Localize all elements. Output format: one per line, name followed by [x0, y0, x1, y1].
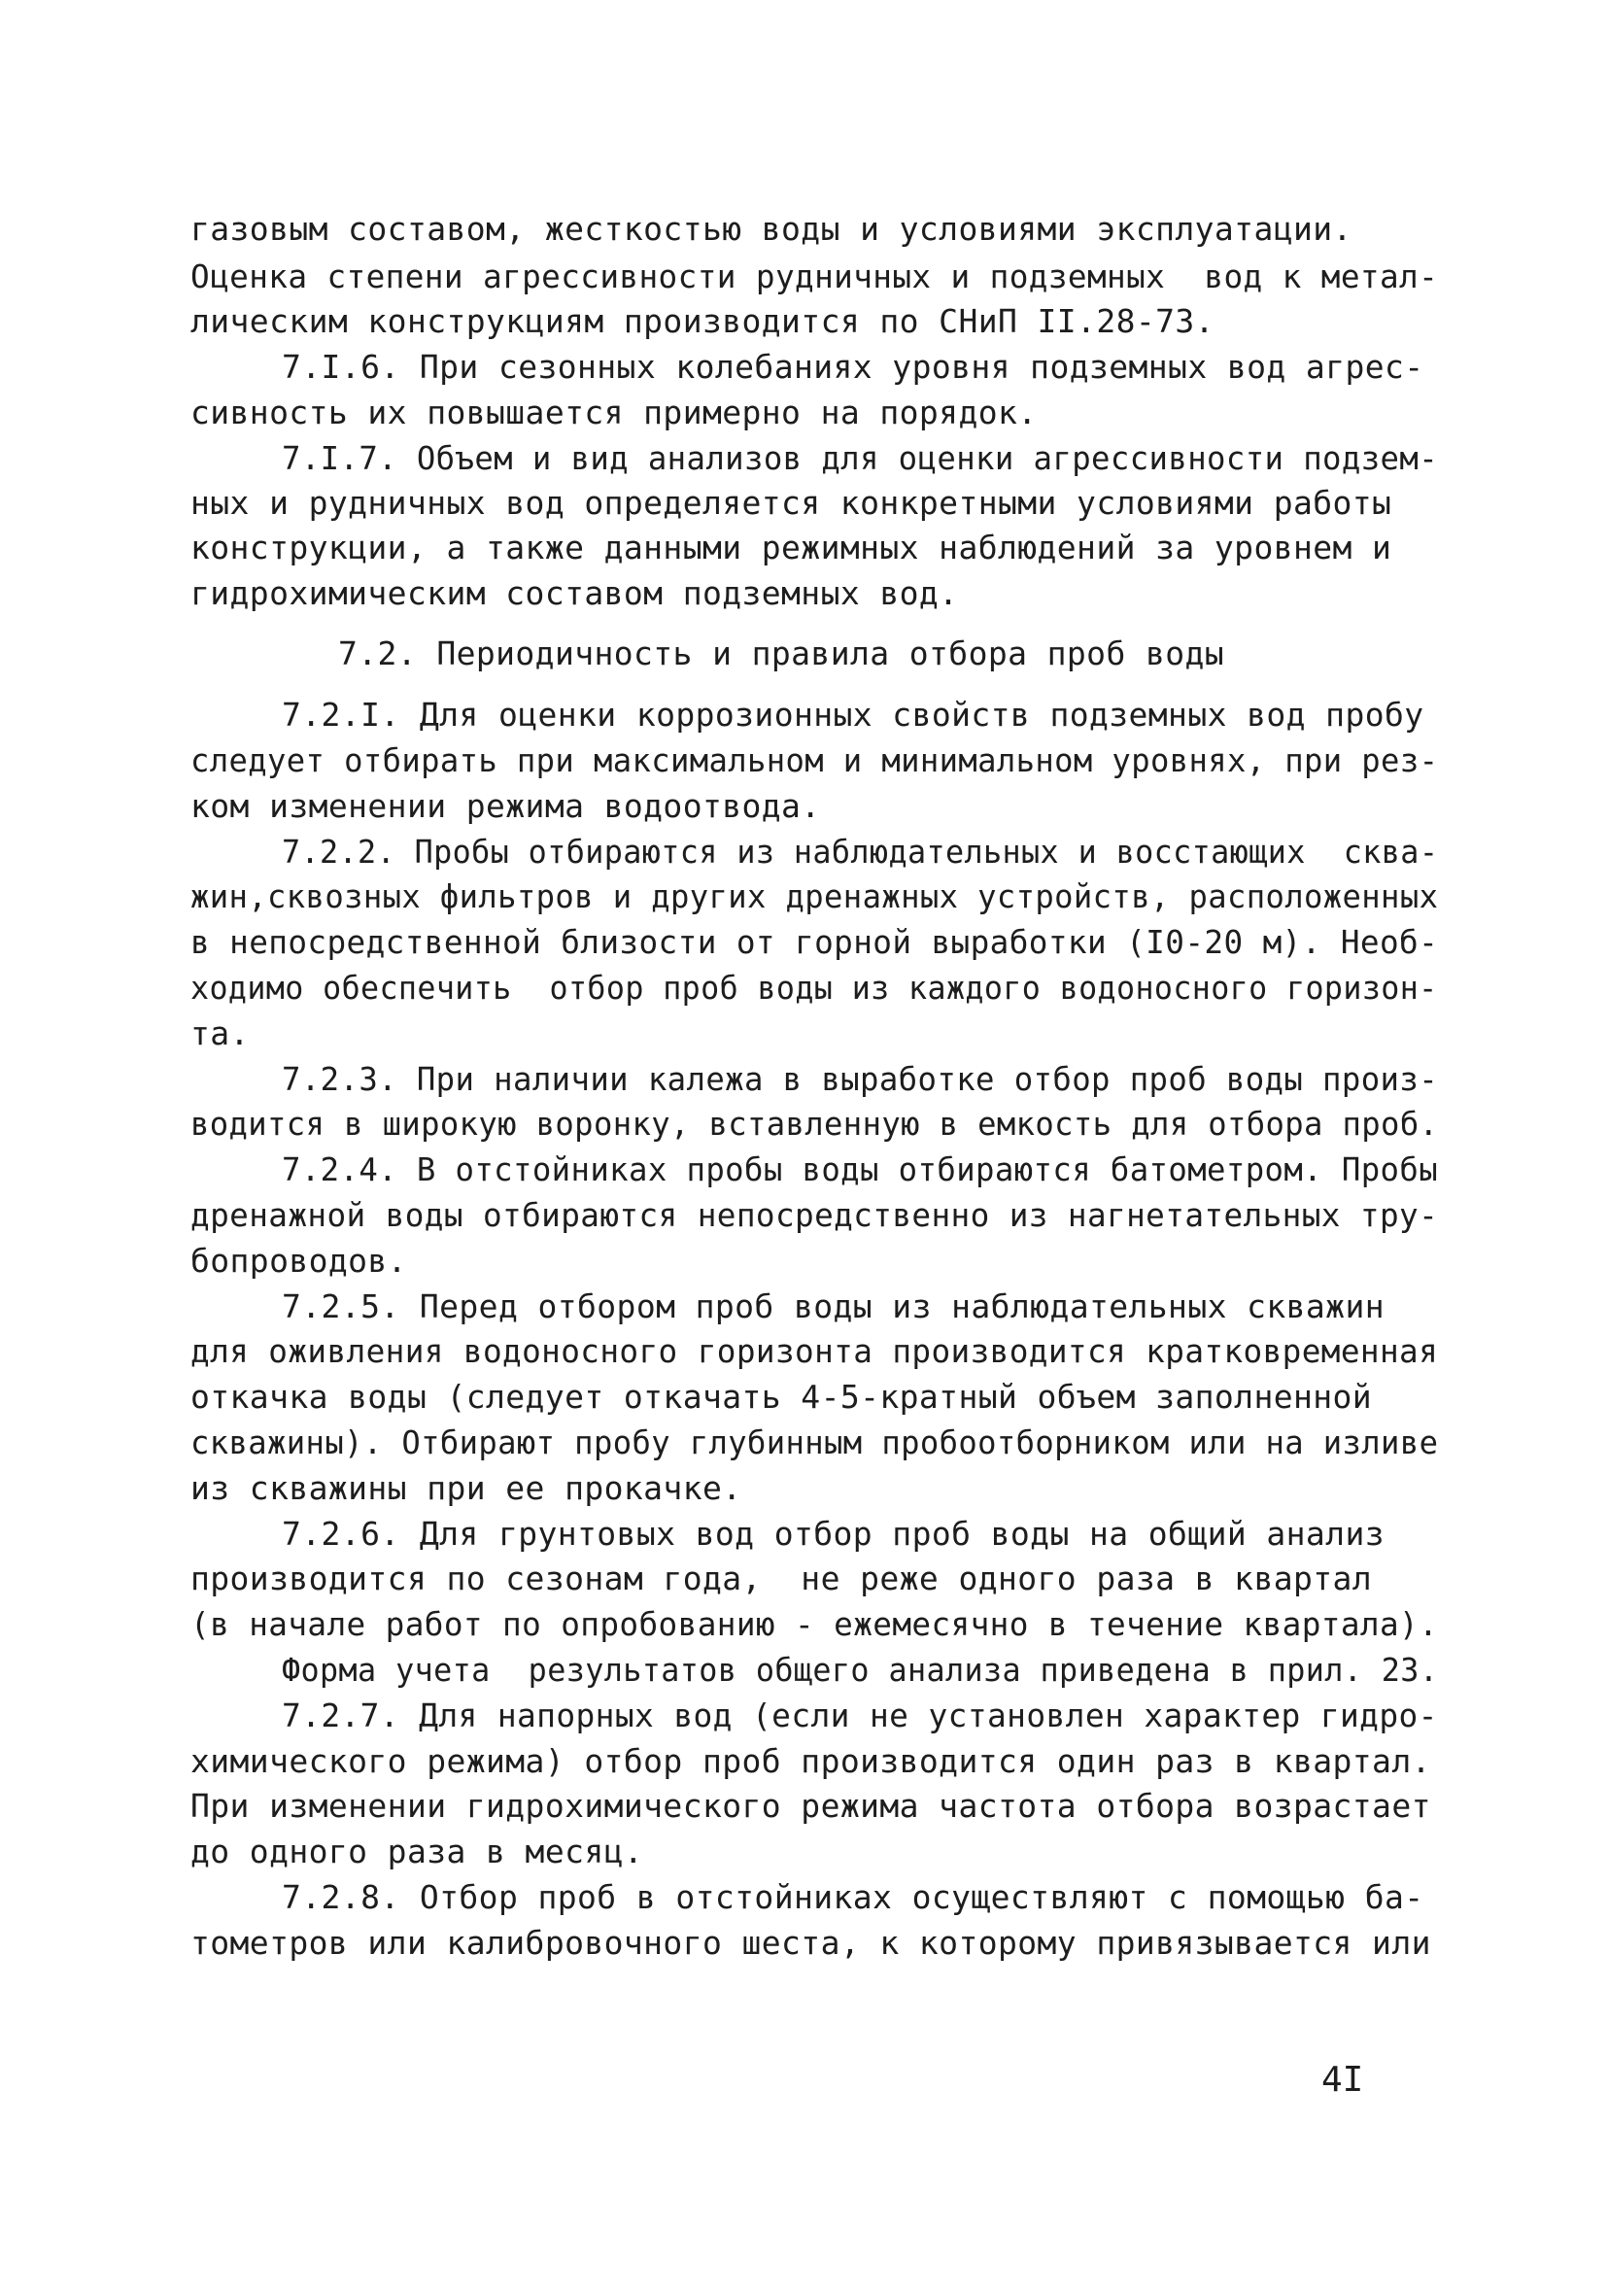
text-line: конструкции, а также данными режимных наблюдений за уровнем и	[190, 529, 1392, 566]
text-line: 7.2.7. Для напорных вод (если не установлен характер гидро-	[282, 1696, 1438, 1734]
section-heading: 7.2. Периодичность и правила отбора проб воды	[338, 634, 1225, 672]
text-line: (в начале работ по опробованию - ежемесячно в течение квартала).	[190, 1605, 1439, 1643]
text-line: ходимо обеспечить отбор проб воды из каждого водоносного горизон-	[190, 969, 1438, 1007]
text-line: водится в широкую воронку, вставленную в емкость для отбора проб.	[190, 1105, 1439, 1143]
text-line: ных и рудничных вод определяется конкретными условиями работы	[190, 484, 1392, 522]
text-line: химического режима) отбор проб производится один раз в квартал.	[190, 1742, 1431, 1780]
text-line: 7.2.2. Пробы отбираются из наблюдательных и восстающих сква-	[282, 833, 1439, 871]
text-line: 7.2.8. Отбор проб в отстойниках осуществляют с помощью ба-	[282, 1878, 1424, 1916]
text-line: откачка воды (следует откачать 4-5-кратный объем заполненной	[190, 1378, 1373, 1416]
text-line: дренажной воды отбираются непосредственно из нагнетательных тру-	[190, 1196, 1439, 1234]
text-line: лическим конструкциям производится по СНиП II.28-73.	[190, 302, 1215, 340]
text-line: следует отбирать при максимальном и минимальном уровнях, при рез-	[190, 741, 1439, 779]
text-line: производится по сезонам года, не реже одного раза в квартал	[190, 1559, 1373, 1597]
text-line: в непосредственной близости от горной выработки (I0-20 м). Необ-	[190, 923, 1439, 961]
text-line: гидрохимическим составом подземных вод.	[190, 574, 959, 612]
text-line: Оценка степени агрессивности рудничных и подземных вод к метал-	[190, 257, 1439, 295]
text-line: до одного раза в месяц.	[190, 1833, 644, 1870]
text-line: та.	[190, 1014, 250, 1052]
text-line: тометров или калибровочного шеста, к которому привязывается или	[190, 1924, 1431, 1962]
text-line: 7.2.6. Для грунтовых вод отбор проб воды на общий анализ	[282, 1515, 1385, 1553]
text-line: 7.2.5. Перед отбором проб воды из наблюдательных скважин	[282, 1287, 1385, 1325]
text-line: бопроводов.	[190, 1242, 407, 1280]
text-line: 7.2.I. Для оценки коррозионных свойств подземных вод пробу	[282, 696, 1424, 734]
text-line: 7.I.6. При сезонных колебаниях уровня подземных вод агрес-	[282, 348, 1424, 386]
page-number: 4I	[1321, 2060, 1364, 2100]
text-line: для оживления водоносного горизонта производится кратковременная	[190, 1332, 1439, 1370]
text-line: газовым составом, жесткостью воды и условиями эксплуатации.	[190, 210, 1352, 248]
text-line: из скважины при ее прокачке.	[190, 1469, 742, 1507]
text-line: ком изменении режима водоотвода.	[190, 787, 821, 825]
text-line: 7.2.3. При наличии калежа в выработке отбор проб воды произ-	[282, 1060, 1439, 1098]
text-line: жин,сквозных фильтров и других дренажных устройств, расположенных	[190, 877, 1439, 915]
text-line: скважины). Отбирают пробу глубинным пробоотборником или на изливе	[190, 1423, 1439, 1461]
text-line: При изменении гидрохимического режима частота отбора возрастает	[190, 1787, 1431, 1825]
text-line: 7.I.7. Объем и вид анализов для оценки агрессивности подзем-	[282, 439, 1439, 477]
text-line: 7.2.4. В отстойниках пробы воды отбираются батометром. Пробы	[282, 1150, 1439, 1188]
text-line: сивность их повышается примерно на порядок.	[190, 394, 1038, 431]
text-line: Форма учета результатов общего анализа приведена в прил. 23.	[282, 1651, 1439, 1689]
